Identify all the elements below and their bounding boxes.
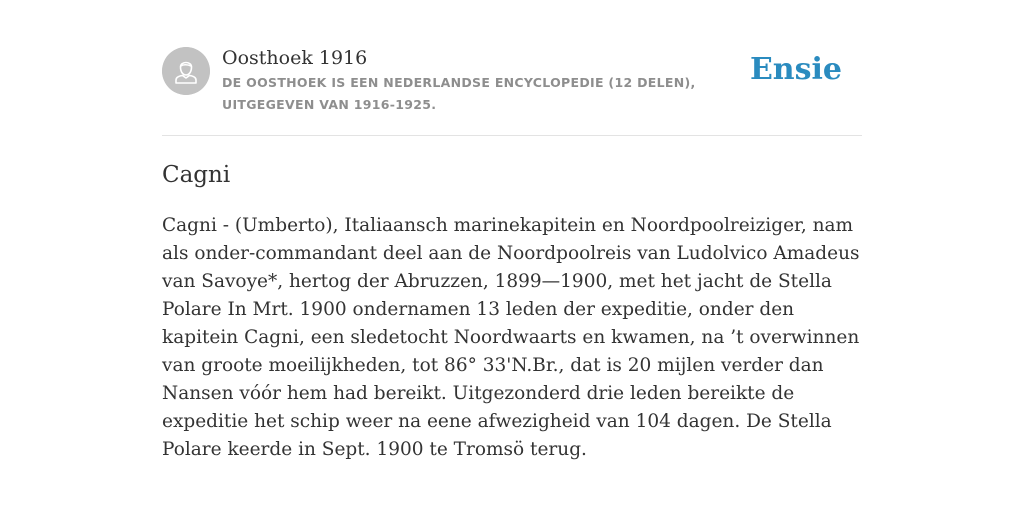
brand-logo[interactable]: Ensie (749, 52, 842, 87)
user-avatar-icon[interactable] (162, 47, 210, 95)
source-title[interactable]: Oosthoek 1916 (222, 47, 368, 69)
source-header (162, 46, 862, 116)
source-description: DE OOSTHOEK IS EEN NEDERLANDSE ENCYCLOPEDIE (12 DELEN), UITGEGEVEN VAN 1916-1925. (222, 75, 696, 112)
divider (162, 135, 862, 136)
entry-body: Cagni - (Umberto), Italiaansch marinekapitein en Noordpoolreiziger, nam als onder-commandant deel aan de Noordpoolreis van Ludolvico Amadeus van Savoye*, hertog der Abruzzen, 1899—1900, met het jacht de Stella Polare In Mrt. 1900 ondernamen 13 leden der expeditie, onder den kapitein Cagni, een sledetocht Noordwaarts en kwamen, na ’t overwinnen van groote moeilijkheden, tot 86° 33'N.Br., dat is 20 mijlen verder dan Nansen vóór hem had bereikt. Uitgezonderd drie leden bereikte de expeditie het schip weer na eene afwezigheid van 104 dagen. De Stella Polare keerde in Sept. 1900 te Tromsö terug. (162, 215, 860, 460)
entry-title: Cagni (162, 162, 231, 188)
